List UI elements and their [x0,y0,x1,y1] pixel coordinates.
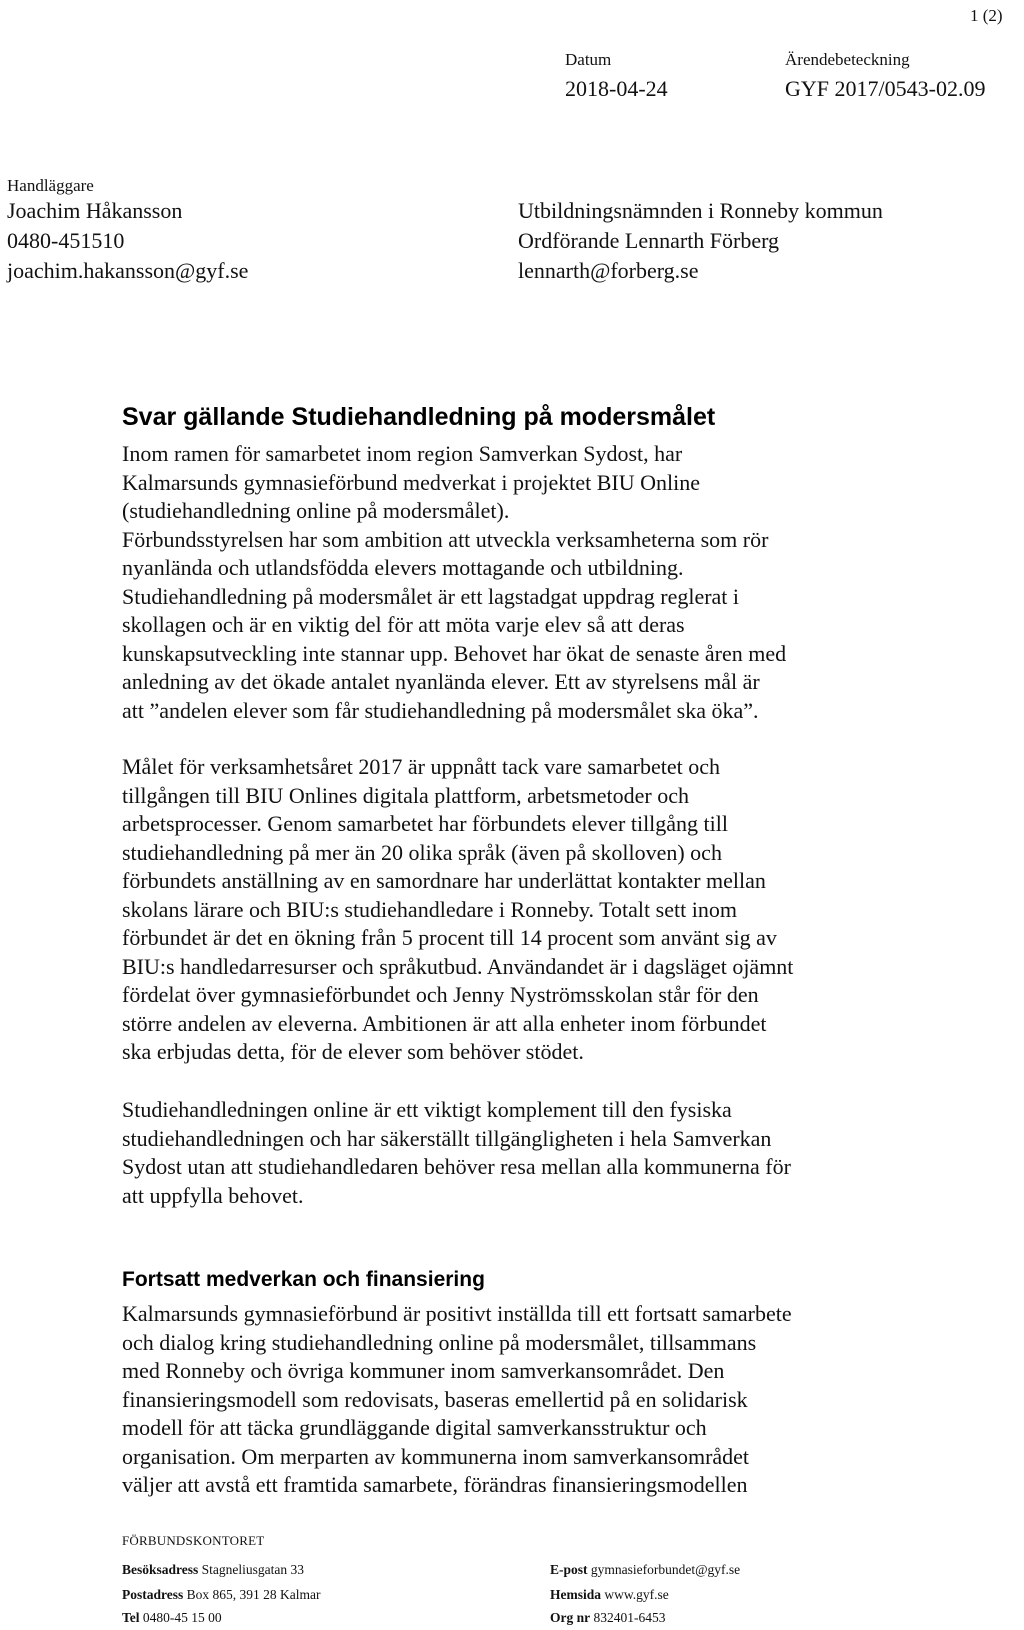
paragraph-line: Inom ramen för samarbetet inom region Samverkan Sydost, har [122,441,683,466]
footer-org-value: 832401-6453 [593,1610,666,1625]
paragraph-line: (studiehandledning online på modersmålet). [122,498,510,523]
date-label: Datum [565,50,612,69]
paragraph-line: Studiehandledningen online är ett viktigt komplement till den fysiska [122,1097,732,1122]
paragraph-line: arbetsprocesser. Genom samarbetet har förbundets elever tillgång till [122,811,729,836]
sender-phone: 0480-451510 [7,228,125,253]
footer-email-label: E-post [550,1562,588,1577]
paragraph-line: skolans lärare och BIU:s studiehandledare i Ronneby. Totalt sett inom [122,896,737,922]
case-number-value: GYF 2017/0543-02.09 [785,76,986,101]
footer-postal-label: Postadress [122,1587,184,1602]
sender-email: joachim.hakansson@gyf.se [7,258,249,283]
paragraph-line: skollagen och är en viktig del för att möta varje elev så att deras [122,612,685,637]
recipient-line1: Utbildningsnämnden i Ronneby kommun [518,198,883,223]
paragraph-line: nyanlända och utlandsfödda elevers mottagande och utbildning. [122,555,684,580]
recipient-line2: Ordförande Lennarth Förberg [518,228,780,253]
paragraph-line: kunskapsutveckling inte stannar upp. Behovet har ökat de senaste åren med [122,640,787,666]
footer-tel-value: 0480-45 15 00 [142,1610,222,1625]
paragraph-line: att uppfylla behovet. [122,1182,304,1208]
footer-website [550,1587,669,1603]
footer-web-value: www.gyf.se [604,1587,669,1602]
paragraph-line: ska erbjudas detta, för de elever som behöver stödet. [122,1039,584,1064]
footer-visit-address [122,1562,304,1578]
paragraph-line: anledning av det ökade antalet nyanlända elever. Ett av styrelsens mål är [122,669,760,694]
recipient-email: lennarth@forberg.se [518,258,699,283]
footer-postal-address [122,1587,321,1603]
paragraph-line: finansieringsmodell som redovisats, baseras emellertid på en solidarisk [122,1386,748,1412]
footer-email [550,1562,740,1578]
paragraph-line: studiehandledningen och har säkerställt tillgängligheten i hela Samverkan [122,1125,772,1151]
date-value: 2018-04-24 [565,76,668,101]
paragraph-line: och dialog kring studiehandledning online på modersmålet, tillsammans [122,1329,757,1355]
footer-web-label: Hemsida [550,1587,602,1602]
footer-phone [122,1610,222,1626]
footer-email-value: gymnasieforbundet@gyf.se [590,1562,741,1577]
paragraph-line: BIU:s handledarresurser och språkutbud. Användandet är i dagsläget ojämnt [122,953,794,979]
paragraph-line: Kalmarsunds gymnasieförbund medverkat i projektet BIU Online [122,469,700,495]
section2-paragraph1 [122,1300,982,1500]
section2-heading: Fortsatt medverkan och finansiering [122,1268,485,1291]
paragraph-line: förbundet är det en ökning från 5 procent till 14 procent som använt sig av [122,925,777,950]
paragraph-line: Förbundsstyrelsen har som ambition att utveckla verksamheterna som rör [122,526,769,552]
paragraph-line: Kalmarsunds gymnasieförbund är positivt inställda till ett fortsatt samarbete [122,1301,792,1326]
page-number: 1 (2) [970,6,1003,25]
paragraph-line: förbundets anställning av en samordnare har underlättat kontakter mellan [122,868,766,893]
paragraph-line: Sydost utan att studiehandledaren behöver resa mellan alla kommunerna för [122,1154,791,1179]
paragraph-line: väljer att avstå ett framtida samarbete, förändras finansieringsmodellen [122,1472,748,1497]
paragraph-line: att ”andelen elever som får studiehandledning på modersmålet ska öka”. [122,697,759,723]
paragraph-line: större andelen av eleverna. Ambitionen är att alla enheter inom förbundet [122,1010,767,1036]
footer-tel-label: Tel [122,1610,140,1625]
sender-label: Handläggare [7,176,94,195]
paragraph-line: tillgången till BIU Onlines digitala plattform, arbetsmetoder och [122,782,689,808]
paragraph-line: Målet för verksamhetsåret 2017 är uppnått tack vare samarbetet och [122,754,721,779]
paragraph-line: modell för att täcka grundläggande digital samverkansstruktur och [122,1415,707,1440]
section1-paragraph3 [122,1096,982,1210]
paragraph-line: studiehandledning på mer än 20 olika språk (även på skolloven) och [122,839,722,865]
footer-org-label: Org nr [550,1610,591,1625]
paragraph-line: med Ronneby och övriga kommuner inom samverkansområdet. Den [122,1358,725,1383]
footer-visit-label: Besöksadress [122,1562,199,1577]
section1-paragraph2 [122,753,982,1067]
footer-postal-value: Box 865, 391 28 Kalmar [186,1587,321,1602]
paragraph-line: fördelat över gymnasieförbundet och Jenny Nyströmsskolan står för den [122,982,759,1007]
paragraph-line: Studiehandledning på modersmålet är ett lagstadgat uppdrag reglerat i [122,583,740,609]
paragraph-line: organisation. Om merparten av kommunerna inom samverkansområdet [122,1443,750,1469]
case-number-label: Ärendebeteckning [785,50,910,69]
section1-heading: Svar gällande Studiehandledning på modersmålet [122,403,716,431]
footer-visit-value: Stagneliusgatan 33 [201,1562,305,1577]
footer-title: FÖRBUNDSKONTORET [122,1533,265,1548]
sender-name: Joachim Håkansson [7,198,183,223]
footer-org-number [550,1610,666,1626]
section1-paragraph1 [122,440,982,725]
